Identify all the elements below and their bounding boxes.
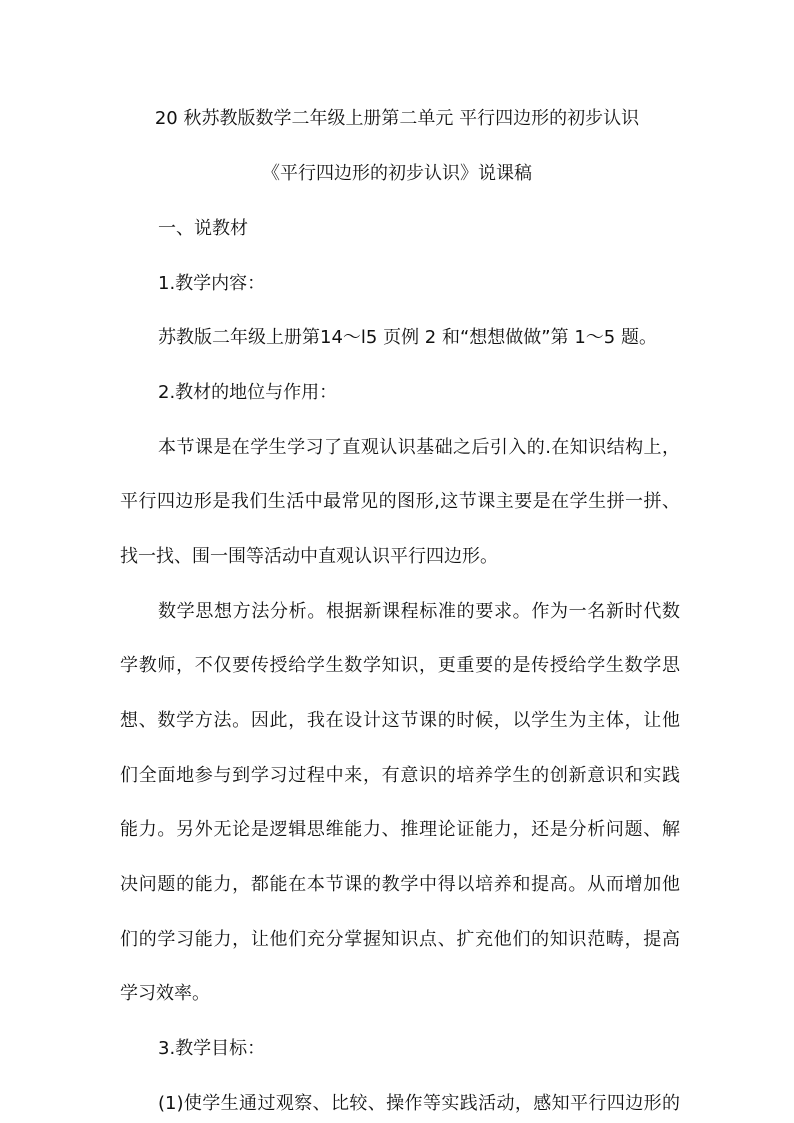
item-1-text: 苏教版二年级上册第14～l5 页例 2 和“想想做做”第 1～5 题。 [158,327,657,348]
paragraph-2-line: 学教师，不仅要传授给学生数学知识，更重要的是传授给学生数学思 [120,655,680,676]
item-heading-1: 1.教学内容： [158,273,266,294]
paragraph-1-line: 本节课是在学生学习了直观认识基础之后引入的.在知识结构上， [158,437,680,458]
document-subtitle: 《平行四边形的初步认识》说课稿 [262,163,532,184]
item-heading-2: 2.教材的地位与作用： [158,382,338,403]
paragraph-2-line: 能力。另外无论是逻辑思维能力、推理论证能力，还是分析问题、解 [120,819,680,840]
paragraph-1-line: 找一找、围一围等活动中直观认识平行四边形。 [120,546,498,567]
paragraph-2-line: 想、数学方法。因此，我在设计这节课的时候，以学生为主体，让他 [120,710,680,731]
goal-1-text: (1)使学生通过观察、比较、操作等实践活动，感知平行四边形的 [158,1093,680,1114]
paragraph-2-line: 们的学习能力，让他们充分掌握知识点、扩充他们的知识范畴，提高 [120,929,680,950]
paragraph-2-line: 决问题的能力，都能在本节课的教学中得以培养和提高。从而增加他 [120,874,680,895]
paragraph-2-line: 学习效率。 [120,983,210,1004]
paragraph-2-line: 数学思想方法分析。根据新课程标准的要求。作为一名新时代数 [158,601,680,622]
paragraph-1-line: 平行四边形是我们生活中最常见的图形,这节课主要是在学生拼一拼、 [120,491,680,512]
item-heading-3: 3.教学目标： [158,1038,266,1059]
document-title: 20 秋苏教版数学二年级上册第二单元 平行四边形的初步认识 [154,108,640,129]
section-heading-1: 一、说教材 [158,218,248,239]
paragraph-2-line: 们全面地参与到学习过程中来，有意识的培养学生的创新意识和实践 [120,765,680,786]
